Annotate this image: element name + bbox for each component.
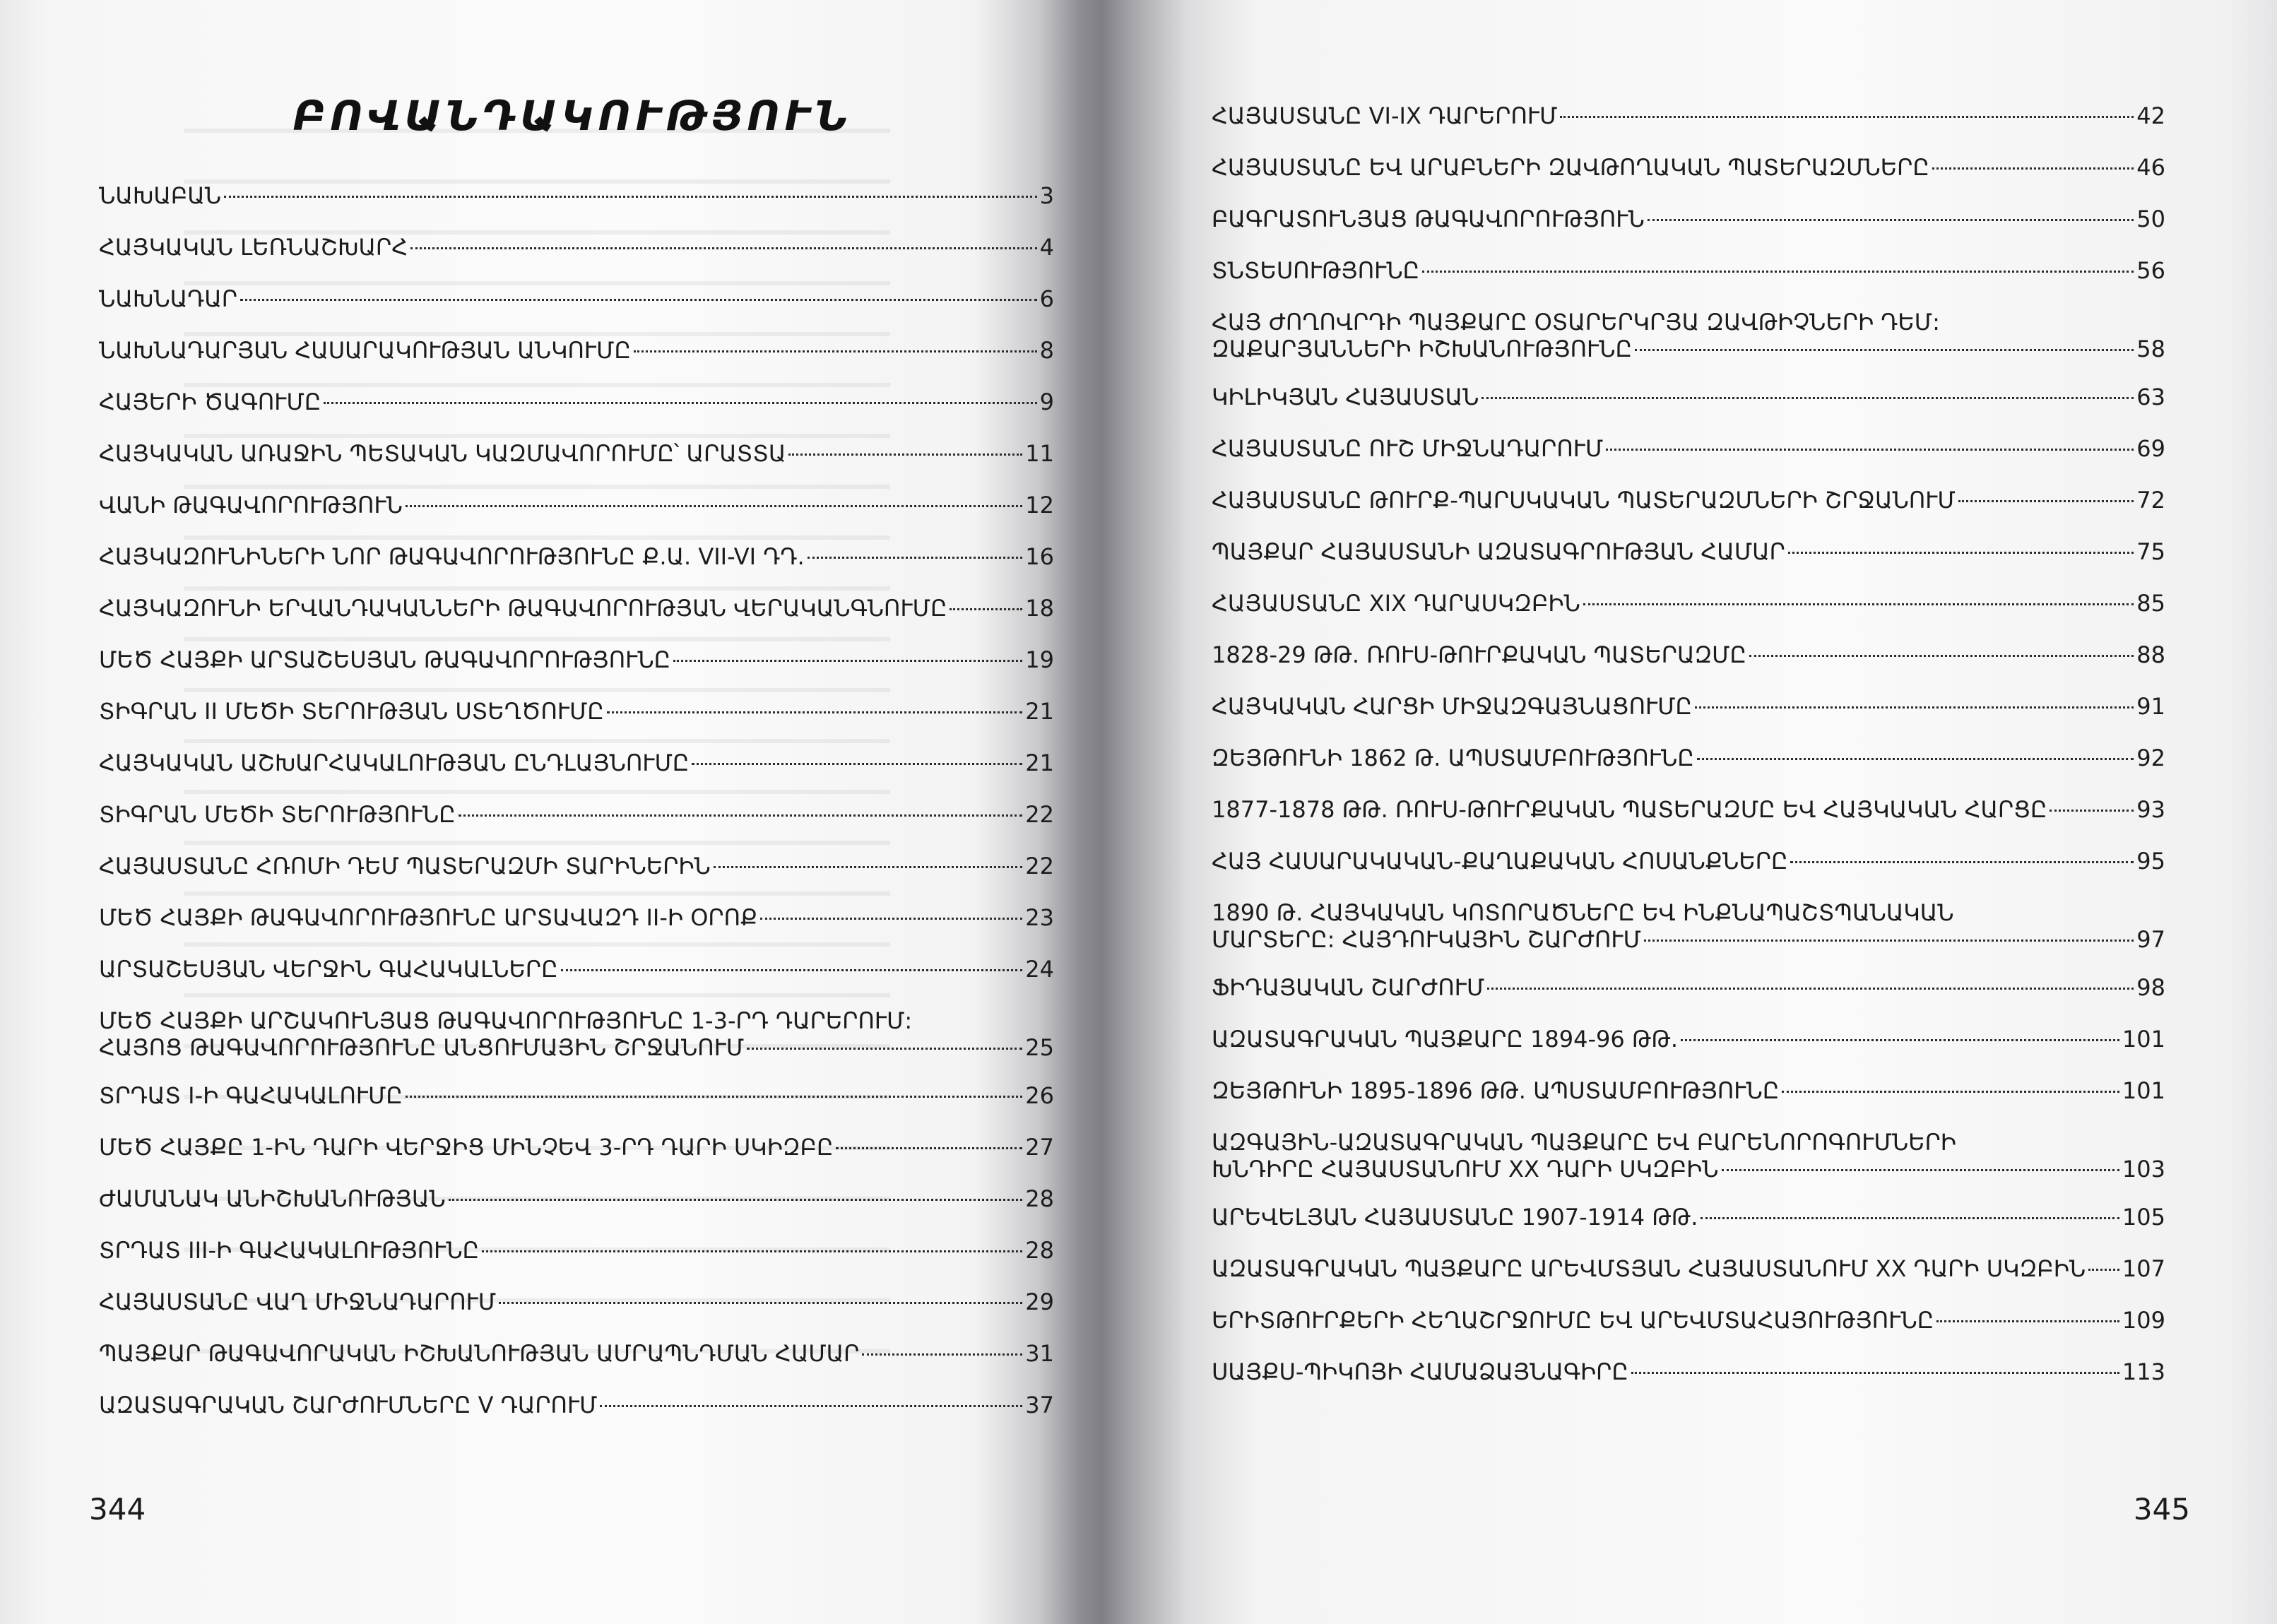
dot-leader <box>1681 1022 2119 1041</box>
toc-entry <box>99 904 1054 956</box>
toc-entry-title: ՀԱՅԱՍՏԱՆԸ ՎԱՂ ՄԻՋՆԱԴԱՐՈՒՄ <box>99 1288 497 1315</box>
toc-entry-page: 19 <box>1025 646 1054 673</box>
toc-entry <box>99 1237 1054 1288</box>
dot-leader <box>499 1285 1022 1304</box>
toc-entry-title: ՀԱՅԿԱԿԱՆ ԼԵՌՆԱՇԽԱՐՀ <box>99 234 408 261</box>
toc-entry <box>1212 796 2165 848</box>
toc-entry-title: ՖԻԴԱՅԱԿԱՆ ՇԱՐԺՈՒՄ <box>1212 974 1485 1001</box>
left-page <box>85 0 1060 1624</box>
dot-leader <box>747 1031 1022 1050</box>
toc-entry-title: ՀԱՅ ԺՈՂՈՎՐԴԻ ՊԱՅՔԱՐԸ ՕՏԱՐԵՐԿՐՅԱ ԶԱՎԹԻՉՆԵՐԻ ԴԵՄ: <box>1212 309 1940 336</box>
toc-entry-title: ԿԻԼԻԿՅԱՆ ՀԱՅԱՍՏԱՆ <box>1212 384 1479 410</box>
toc-entry-page: 22 <box>1025 853 1054 879</box>
toc-entry-title: ՄԵԾ ՀԱՅՔԻ ԱՐՏԱՇԵՍՅԱՆ ԹԱԳԱՎՈՐՈՒԹՅՈՒՆԸ <box>99 646 671 673</box>
toc-entry <box>1212 974 2165 1026</box>
toc-entry <box>1212 435 2165 487</box>
toc-entry-page: 28 <box>1025 1237 1054 1264</box>
toc-entry <box>1212 1026 2165 1077</box>
toc-entry-title: ՏՐԴԱՏ III-Ի ԳԱՀԱԿԱԼՈՒԹՅՈՒՆԸ <box>99 1237 480 1264</box>
toc-entry <box>99 646 1054 698</box>
dot-leader <box>1648 202 2134 221</box>
toc-entry <box>1212 206 2165 257</box>
right-page <box>1201 0 2190 1624</box>
toc-entry-page: 103 <box>2122 1156 2165 1183</box>
toc-entry-title: ՊԱՅՔԱՐ ՀԱՅԱՍՏԱՆԻ ԱԶԱՏԱԳՐՈՒԹՅԱՆ ՀԱՄԱՐ <box>1212 538 1785 565</box>
toc-entry-page: 58 <box>2136 336 2165 362</box>
toc-entry-title: ՀԱՅԱՍՏԱՆԸ VI-IX ԴԱՐԵՐՈՒՄ <box>1212 102 1558 129</box>
dot-leader <box>1583 586 2134 605</box>
toc-entry-title: ԺԱՄԱՆԱԿ ԱՆԻՇԽԱՆՈՒԹՅԱՆ <box>99 1185 446 1212</box>
dot-leader <box>607 694 1022 713</box>
dot-leader <box>406 1079 1022 1098</box>
toc-entry-page: 23 <box>1025 904 1054 931</box>
toc-entry-page: 69 <box>2136 435 2165 462</box>
toc-entry-page: 28 <box>1025 1185 1054 1212</box>
toc-entry <box>99 801 1054 853</box>
toc-entry-page: 26 <box>1025 1082 1054 1109</box>
toc-entry <box>99 543 1054 595</box>
toc-entry-title: ՍԱՅՔՍ-ՊԻԿՈՅԻ ՀԱՄԱՁԱՅՆԱԳԻՐԸ <box>1212 1358 1628 1385</box>
toc-entry <box>1212 1077 2165 1129</box>
page-number-right: 345 <box>2133 1492 2190 1527</box>
toc-entry-page: 27 <box>1025 1134 1054 1161</box>
toc-entry-title: ԶԵՅԹՈՒՆԻ 1862 Թ. ԱՊՍՏԱՄԲՈՒԹՅՈՒՆԸ <box>1212 745 1694 771</box>
dot-leader <box>1606 432 2134 451</box>
toc-entry <box>99 1134 1054 1185</box>
toc-entry-page: 16 <box>1025 543 1054 570</box>
toc-entry <box>1212 1204 2165 1255</box>
dot-leader <box>1695 689 2134 709</box>
toc-entry-page: 50 <box>2136 206 2165 232</box>
toc-entry-page: 91 <box>2136 693 2165 720</box>
toc-entry-page: 8 <box>1039 337 1054 364</box>
toc-entry-title: ՏԻԳՐԱՆ II ՄԵԾԻ ՏԵՐՈՒԹՅԱՆ ՍՏԵՂԾՈՒՄԸ <box>99 698 604 725</box>
toc-entry <box>99 853 1054 904</box>
dot-leader <box>788 437 1022 456</box>
toc-entry <box>99 749 1054 801</box>
toc-entry <box>1212 641 2165 693</box>
toc-entry-title: ՀԱՅԱՍՏԱՆԸ ԵՎ ԱՐԱԲՆԵՐԻ ԶԱՎԹՈՂԱԿԱՆ ՊԱՏԵՐԱԶՄՆԵՐԸ <box>1212 154 1929 181</box>
dot-leader <box>240 282 1037 301</box>
dot-leader <box>1422 254 2134 273</box>
toc-entry-page: 21 <box>1025 749 1054 776</box>
toc-entry-title: ՀԱՅԱՍՏԱՆԸ ՈՒՇ ՄԻՋՆԱԴԱՐՈՒՄ <box>1212 435 1604 462</box>
toc-entry <box>1212 102 2165 154</box>
toc-entry-title: ՀԱՅԱՍՏԱՆԸ XIX ԴԱՐԱՍԿԶԲԻՆ <box>1212 590 1580 617</box>
dot-leader <box>1936 1303 2119 1322</box>
dot-leader <box>714 849 1022 868</box>
dot-leader <box>1722 1152 2119 1171</box>
toc-entry-title: ՀԱՅԿԱԶՈՒՆԻ ԵՐՎԱՆԴԱԿԱՆՆԵՐԻ ԹԱԳԱՎՈՐՈՒԹՅԱՆ ՎԵՐԱԿԱՆԳՆՈՒՄԸ <box>99 595 947 622</box>
toc-entry-title: ԵՐԻՏԹՈՒՐՔԵՐԻ ՀԵՂԱՇՐՋՈՒՄԸ ԵՎ ԱՐԵՎՄՏԱՀԱՅՈՒԹՅՈՒՆԸ <box>1212 1307 1934 1334</box>
dot-leader <box>836 1130 1022 1149</box>
toc-entry <box>99 1340 1054 1392</box>
toc-entry-title: ՆԱԽՆԱԴԱՐ <box>99 285 238 312</box>
toc-entry-page: 85 <box>2136 590 2165 617</box>
toc-entry-page: 92 <box>2136 745 2165 771</box>
toc-entry-title: ՄԵԾ ՀԱՅՔԻ ԱՐՇԱԿՈՒՆՅԱՑ ԹԱԳԱՎՈՐՈՒԹՅՈՒՆԸ 1-3-ՐԴ ԴԱՐԵՐՈՒՄ: <box>99 1007 913 1034</box>
toc-entry-title: ՄԵԾ ՀԱՅՔԸ 1-ԻՆ ԴԱՐԻ ՎԵՐՋԻՑ ՄԻՆՉԵՎ 3-ՐԴ ԴԱՐԻ ՍԿԻԶԲԸ <box>99 1134 834 1161</box>
toc-entry-title: ՀԱՅԱՍՏԱՆԸ ԹՈՒՐՔ-ՊԱՐՍԿԱԿԱՆ ՊԱՏԵՐԱԶՄՆԵՐԻ ՇՐՋԱՆՈՒՄ <box>1212 487 1956 514</box>
dot-leader <box>1749 638 2134 657</box>
toc-entry <box>1212 384 2165 435</box>
dot-leader <box>760 901 1022 920</box>
toc-entry-page: 101 <box>2122 1077 2165 1104</box>
dot-leader <box>449 1182 1023 1201</box>
toc-entry-page: 42 <box>2136 102 2165 129</box>
toc-entry <box>1212 538 2165 590</box>
toc-entry-title: 1890 Թ. ՀԱՅԿԱԿԱՆ ԿՈՏՈՐԱԾՆԵՐԸ ԵՎ ԻՆՔՆԱՊԱՇՏՊԱՆԱԿԱՆ <box>1212 899 1954 926</box>
dot-leader <box>1788 535 2134 554</box>
toc-entry <box>99 389 1054 440</box>
toc-entry-page: 37 <box>1025 1392 1054 1418</box>
toc-entry-title: ԽՆԴԻՐԸ ՀԱՅԱՍՏԱՆՈՒՄ XX ԴԱՐԻ ՍԿԶԲԻՆ <box>1212 1156 1719 1183</box>
toc-entry-title: ՀԱՅԿԱԿԱՆ ԱՌԱՋԻՆ ՊԵՏԱԿԱՆ ԿԱԶՄԱՎՈՐՈՒՄԸ՝ ԱՐԱՏՏԱ <box>99 440 786 467</box>
dot-leader <box>692 746 1022 765</box>
toc-entry <box>1212 1358 2165 1410</box>
toc-entry-page: 113 <box>2122 1358 2165 1385</box>
toc-entry <box>99 1007 1054 1082</box>
toc-entry-page: 95 <box>2136 848 2165 875</box>
toc-entry-title: ՀԱՅԿԱԿԱՆ ՀԱՐՑԻ ՄԻՋԱԶԳԱՅՆԱՑՈՒՄԸ <box>1212 693 1692 720</box>
toc-entry-title: ՊԱՅՔԱՐ ԹԱԳԱՎՈՐԱԿԱՆ ԻՇԽԱՆՈՒԹՅԱՆ ԱՄՐԱՊՆԴՄԱՆ ՀԱՄԱՐ <box>99 1340 860 1367</box>
dot-leader <box>1790 844 2134 863</box>
toc-entry-page: 25 <box>1025 1034 1054 1061</box>
toc-entry-title: ՏՆՏԵՍՈՒԹՅՈՒՆԸ <box>1212 257 1420 284</box>
toc-entry-page: 93 <box>2136 796 2165 823</box>
toc-entry-page: 75 <box>2136 538 2165 565</box>
dot-leader <box>410 230 1037 249</box>
toc-entry-page: 72 <box>2136 487 2165 514</box>
toc-entry-page: 107 <box>2122 1255 2165 1282</box>
toc-entry-title: ՏԻԳՐԱՆ ՄԵԾԻ ՏԵՐՈՒԹՅՈՒՆԸ <box>99 801 456 828</box>
toc-entry-page: 24 <box>1025 956 1054 983</box>
toc-entry <box>1212 590 2165 641</box>
toc-entry-page: 63 <box>2136 384 2165 410</box>
toc-list-left <box>99 182 1054 1443</box>
dot-leader <box>224 179 1037 198</box>
toc-entry-title: ՄԱՐՏԵՐԸ: ՀԱՅԴՈՒԿԱՅԻՆ ՇԱՐԺՈՒՄ <box>1212 926 1641 953</box>
toc-entry-title: ԱԶԱՏԱԳՐԱԿԱՆ ՊԱՅՔԱՐԸ 1894-96 ԹԹ. <box>1212 1026 1679 1053</box>
dot-leader <box>1631 1355 2119 1374</box>
toc-entry-page: 3 <box>1039 182 1054 209</box>
toc-entry <box>1212 693 2165 745</box>
page-title: ԲՈՎԱՆԴԱԿՈՒԹՅՈՒՆ <box>292 92 852 140</box>
toc-entry <box>99 1392 1054 1443</box>
toc-entry-page: 12 <box>1025 492 1054 518</box>
dot-leader <box>2050 793 2134 812</box>
toc-entry <box>99 234 1054 285</box>
toc-entry-title: ՀԱՅԵՐԻ ԾԱԳՈՒՄԸ <box>99 389 321 415</box>
toc-entry <box>1212 309 2165 384</box>
dot-leader <box>1635 332 2134 351</box>
dot-leader <box>2088 1252 2119 1271</box>
toc-entry-title: ՆԱԽԱԲԱՆ <box>99 182 222 209</box>
dot-leader <box>634 333 1037 352</box>
toc-entry-page: 101 <box>2122 1026 2165 1053</box>
toc-entry-page: 105 <box>2122 1204 2165 1231</box>
toc-entry-title: 1877-1878 ԹԹ. ՌՈՒՍ-ԹՈՒՐՔԱԿԱՆ ՊԱՏԵՐԱԶՄԸ ԵՎ ՀԱՅԿԱԿԱՆ ՀԱՐՑԸ <box>1212 796 2047 823</box>
toc-entry <box>1212 154 2165 206</box>
toc-list-right <box>1212 102 2165 1410</box>
toc-entry-page: 21 <box>1025 698 1054 725</box>
toc-entry-title: ԱՐՏԱՇԵՍՅԱՆ ՎԵՐՋԻՆ ԳԱՀԱԿԱԼՆԵՐԸ <box>99 956 558 983</box>
dot-leader <box>673 643 1022 662</box>
dot-leader <box>1481 380 2134 399</box>
dot-leader <box>561 952 1023 971</box>
toc-entry-title: ԱԶԱՏԱԳՐԱԿԱՆ ՊԱՅՔԱՐԸ ԱՐԵՎՄՏՅԱՆ ՀԱՅԱՍՏԱՆՈՒՄ XX ԴԱՐԻ ՍԿԶԲԻՆ <box>1212 1255 2086 1282</box>
page-number-left: 344 <box>89 1492 146 1527</box>
dot-leader <box>950 591 1022 610</box>
toc-entry <box>99 182 1054 234</box>
toc-entry-page: 9 <box>1039 389 1054 415</box>
toc-entry <box>99 492 1054 543</box>
dot-leader <box>1701 1200 2119 1219</box>
toc-entry <box>1212 848 2165 899</box>
toc-entry-page: 6 <box>1039 285 1054 312</box>
toc-entry <box>1212 1307 2165 1358</box>
toc-entry <box>99 1082 1054 1134</box>
toc-entry-title: ԱԶԱՏԱԳՐԱԿԱՆ ՇԱՐԺՈՒՄՆԵՐԸ V ԴԱՐՈՒՄ <box>99 1392 598 1418</box>
toc-entry-page: 31 <box>1025 1340 1054 1367</box>
toc-entry <box>99 285 1054 337</box>
toc-entry <box>99 698 1054 749</box>
toc-entry-title: 1828-29 ԹԹ. ՌՈՒՍ-ԹՈՒՐՔԱԿԱՆ ՊԱՏԵՐԱԶՄԸ <box>1212 641 1746 668</box>
toc-entry-page: 18 <box>1025 595 1054 622</box>
dot-leader <box>808 540 1023 559</box>
toc-entry-title: ԱՐԵՎԵԼՅԱՆ ՀԱՅԱՍՏԱՆԸ 1907-1914 ԹԹ. <box>1212 1204 1698 1231</box>
toc-entry-page: 56 <box>2136 257 2165 284</box>
toc-entry-page: 97 <box>2136 926 2165 953</box>
toc-entry-page: 4 <box>1039 234 1054 261</box>
toc-entry-title: ՆԱԽՆԱԴԱՐՅԱՆ ՀԱՍԱՐԱԿՈՒԹՅԱՆ ԱՆԿՈՒՄԸ <box>99 337 631 364</box>
toc-entry-title: ԶԵՅԹՈՒՆԻ 1895-1896 ԹԹ. ԱՊՍՏԱՄԲՈՒԹՅՈՒՆԸ <box>1212 1077 1780 1104</box>
toc-entry <box>99 1185 1054 1237</box>
toc-entry-title: ԲԱԳՐԱՏՈՒՆՅԱՑ ԹԱԳԱՎՈՐՈՒԹՅՈՒՆ <box>1212 206 1645 232</box>
toc-entry-page: 46 <box>2136 154 2165 181</box>
toc-entry-title: ՎԱՆԻ ԹԱԳԱՎՈՐՈՒԹՅՈՒՆ <box>99 492 403 518</box>
toc-entry-title: ՀԱՅ ՀԱՍԱՐԱԿԱԿԱՆ-ՔԱՂԱՔԱԿԱՆ ՀՈՍԱՆՔՆԵՐԸ <box>1212 848 1788 875</box>
toc-entry <box>99 595 1054 646</box>
toc-entry <box>1212 487 2165 538</box>
toc-entry <box>1212 1129 2165 1204</box>
dot-leader <box>600 1388 1022 1407</box>
toc-entry-page: 11 <box>1025 440 1054 467</box>
dot-leader <box>1487 971 2134 990</box>
toc-entry-title: ՏՐԴԱՏ I-Ի ԳԱՀԱԿԱԼՈՒՄԸ <box>99 1082 403 1109</box>
dot-leader <box>459 798 1023 817</box>
dot-leader <box>1644 923 2134 942</box>
toc-entry <box>1212 745 2165 796</box>
dot-leader <box>1932 150 2134 170</box>
toc-entry-title: ԱԶԳԱՅԻՆ-ԱԶԱՏԱԳՐԱԿԱՆ ՊԱՅՔԱՐԸ ԵՎ ԲԱՐԵՆՈՐՈԳՈՒՄՆԵՐԻ <box>1212 1129 1956 1156</box>
toc-entry-title: ՀԱՅՈՑ ԹԱԳԱՎՈՐՈՒԹՅՈՒՆԸ ԱՆՑՈՒՄԱՅԻՆ ՇՐՋԱՆՈՒՄ <box>99 1034 745 1061</box>
toc-entry <box>99 440 1054 492</box>
dot-leader <box>482 1233 1022 1252</box>
dot-leader <box>1697 741 2134 760</box>
toc-entry <box>1212 1255 2165 1307</box>
toc-entry-title: ԶԱՔԱՐՅԱՆՆԵՐԻ ԻՇԽԱՆՈՒԹՅՈՒՆԸ <box>1212 336 1632 362</box>
dot-leader <box>862 1336 1022 1356</box>
dot-leader <box>1958 483 2134 502</box>
toc-entry-title: ՀԱՅԿԱԿԱՆ ԱՇԽԱՐՀԱԿԱԼՈՒԹՅԱՆ ԸՆԴԼԱՅՆՈՒՄԸ <box>99 749 690 776</box>
toc-entry-page: 29 <box>1025 1288 1054 1315</box>
toc-entry-title: ՄԵԾ ՀԱՅՔԻ ԹԱԳԱՎՈՐՈՒԹՅՈՒՆԸ ԱՐՏԱՎԱԶԴ II-Ի ՕՐՈՔ <box>99 904 758 931</box>
toc-entry-page: 109 <box>2122 1307 2165 1334</box>
toc-entry-page: 22 <box>1025 801 1054 828</box>
toc-entry <box>99 337 1054 389</box>
toc-entry-title: ՀԱՅԱՍՏԱՆԸ ՀՌՈՄԻ ԴԵՄ ՊԱՏԵՐԱԶՄԻ ՏԱՐԻՆԵՐԻՆ <box>99 853 711 879</box>
dot-leader <box>324 385 1036 404</box>
dot-leader <box>1560 99 2134 118</box>
toc-entry-page: 88 <box>2136 641 2165 668</box>
toc-entry-title: ՀԱՅԿԱԶՈՒՆԻՆԵՐԻ ՆՈՐ ԹԱԳԱՎՈՐՈՒԹՅՈՒՆԸ Ք.Ա. VII-VI ԴԴ. <box>99 543 805 570</box>
toc-entry-page: 98 <box>2136 974 2165 1001</box>
toc-entry <box>1212 899 2165 974</box>
dot-leader <box>1782 1074 2119 1093</box>
toc-entry <box>99 956 1054 1007</box>
toc-entry <box>99 1288 1054 1340</box>
toc-entry <box>1212 257 2165 309</box>
dot-leader <box>406 488 1022 507</box>
